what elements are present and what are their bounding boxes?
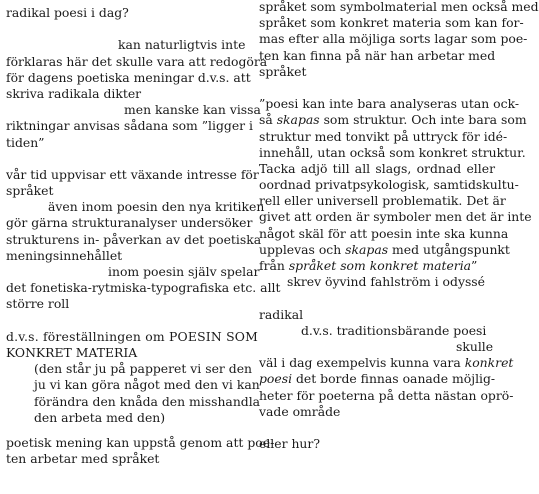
text-line: det fonetiska-rytmiska-typografiska etc. allt [6,280,281,296]
text-line: skriva radikala dikter [6,85,142,101]
quote-line: oordnad privatpsykologisk, samtidskultu- [259,177,519,193]
quote-line: från språket som konkret materia” [259,258,478,273]
text-line: större roll [6,296,70,312]
text-line: även inom poesin den nya kritiken [48,199,265,215]
quote-line: ”poesi kan inte bara analyseras utan ock- [259,96,520,112]
left-column [6,0,281,467]
quote-line: så skapas som struktur. Och inte bara som [259,112,527,128]
text-line: radikal [259,306,304,322]
text-line: kan naturligtvis inte [118,37,246,53]
text-line: radikal poesi i dag? [6,5,129,20]
quote-line: upplevas och skapas med utgångspunkt [259,241,510,257]
text-line: ten arbetar med språket [6,451,160,467]
text-line: mas efter alla möjliga sorts lagar som poe- [259,31,528,47]
text-line: ten kan finna på när han arbetar med [259,47,496,63]
right-column [259,0,539,452]
quote-line: givet att orden är symboler men det är inte [259,209,532,225]
quote-line: struktur med tonvikt på uttryck för idé- [259,128,508,144]
text-line: förändra den knåda den misshandla [34,393,261,409]
text-line: gör gärna strukturanalyser undersöker [6,215,253,231]
quote-line: något skäl för att poesin inte ska kunna [259,225,509,241]
text-line: tiden” [6,134,45,150]
text-line: poetisk mening kan uppstå genom att poe- [6,434,275,450]
text-line: språket som konkret materia som kan for- [259,15,524,31]
text-line: förklaras här det skulle vara att redogöra [6,53,268,69]
text-line: meningsinnehållet [6,247,123,263]
text-line: strukturens in- påverkan av det poetiska [6,231,262,247]
text-line: språket som symbolmaterial men också med [259,0,539,14]
text-line: heter för poeterna på detta nästan oprö- [259,387,514,403]
text-line: poesi det borde finnas oanade möjlig- [259,371,496,387]
quote-attribution: skrev öyvind fahlström i odyssé [287,274,486,290]
text-line: d.v.s. traditionsbärande poesi [301,322,487,338]
text-line: eller hur? [259,436,320,452]
text-line: vade område [259,403,341,419]
text-line: ju vi kan göra något med den vi kan [34,377,260,393]
text-line: inom poesin själv spelar [108,264,260,279]
quote-line: rell eller universell problematik. Det är [259,193,506,209]
text-line: riktningar anvisas sådana som ”ligger i [6,118,254,134]
text-line: väl i dag exempelvis kunna vara konkret [259,355,514,371]
text-line: den arbeta med den) [34,409,166,425]
quote-line: Tacka adjö till all slags, ordnad eller [259,160,495,176]
text-line: för dagens poetiska meningar d.v.s. att [6,69,251,85]
text-line: KONKRET MATERIA [6,344,138,360]
text-line: vår tid uppvisar ett växande intresse för [6,166,259,182]
text-line: (den står ju på papperet vi ser den [34,361,253,377]
text-line: d.v.s. föreställningen om POESIN SOM [6,328,259,344]
text-line: men kanske kan vissa [124,102,261,118]
text-line: skulle [456,338,494,354]
quote-line: innehåll, utan också som konkret struktur. [259,144,526,160]
text-line: språket [259,63,307,79]
text-line: språket [6,183,54,199]
